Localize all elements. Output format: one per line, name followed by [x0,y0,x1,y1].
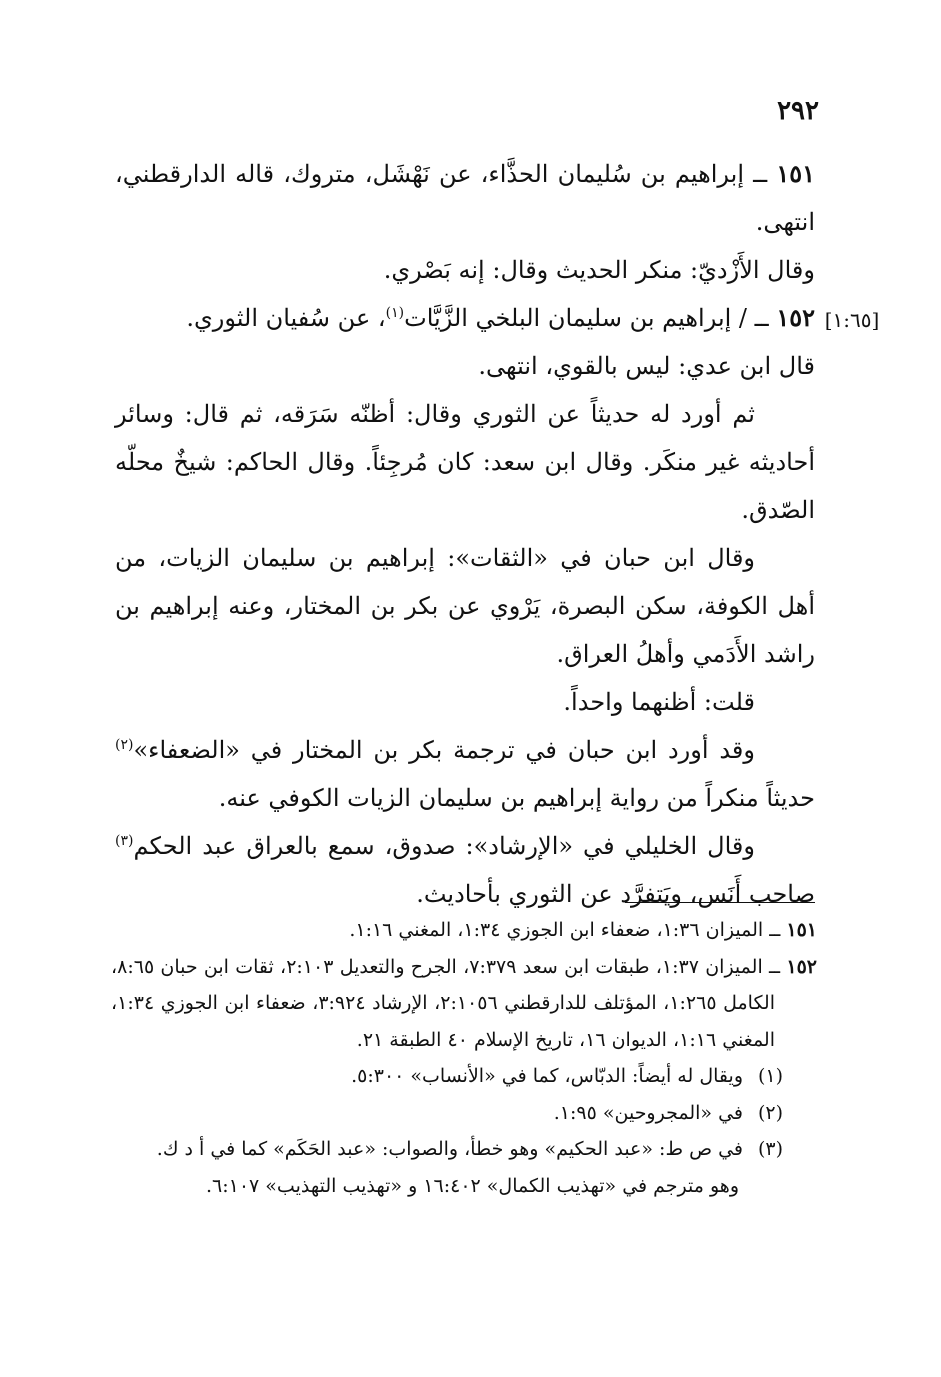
entry-paragraph: ١٥١ ــ إبراهيم بن سُليمان الحذَّاء، عن نَهْشَل، متروك، قاله الدارقطني، انتهى. [115,159,815,236]
entry-number: ١٥١ [776,159,815,188]
entry-paragraph: ١٥٢ ــ / إبراهيم بن سليمان البلخي الزَّيَّات$^{(١)}$، عن سُفيان الثوري. [186,303,815,332]
footnote-ref: (٣) [115,833,134,849]
footnote-divider [625,902,815,903]
footnote-ref: (١) [385,305,405,321]
footnote: (٢)في «المجروحين» ١:٩٥. [553,1101,783,1124]
paragraph: وقال ابن حبان في «الثقات»: إبراهيم بن سليمان الزيات، من أهل الكوفة، سكن البصرة، يَرْوي عن بكر بن المختار، وعنه إبراهيم بن راشد الأَدَمي وأهلُ العراق. [115,544,815,668]
footnote: (١)ويقال له أيضاً: الدبّاس، كما في «الأنساب» ٥:٣٠٠. [351,1065,783,1087]
entry-number: ١٥٢ [776,303,815,332]
footnotes-section [111,912,817,1204]
paragraph: وقال الخليلي في «الإرشاد»: صدوق، سمع بالعراق عبد الحكم$^{(٣)}$ صاحب أَنَس، ويَتفرَّد عن الثوري بأحاديث. [115,832,815,908]
paragraph: قلت: أظنهما واحداً. [563,688,755,716]
paragraph: قال ابن عدي: ليس بالقوي، انتهى. [478,352,815,380]
footnote-ref: (٢) [115,737,134,753]
paragraph: ثم أورد له حديثاً عن الثوري وقال: أظنّه سَرَقه، ثم قال: وسائر أحاديثه غير منكَر. وقال ابن سعد: كان مُرجِئاً. وقال الحاكم: شيخٌ محلّه الصّدق. [115,400,815,524]
source-entry: ١٥٢ ــ الميزان ١:٣٧، طبقات ابن سعد ٧:٣٧٩، الجرح والتعديل ٢:١٠٣، ثقات ابن حبان ٨:٦٥، الكامل ١:٢٦٥، المؤتلف للدارقطني ٢:١٠٥٦، الإرشاد ٣:٩٢٤، ضعفاء ابن الجوزي ١:٣٤، المغني ١:١٦، الديوان ١٦، تاريخ الإسلام ٤٠ الطبقة ٢١. [111,955,818,1051]
paragraph: وقد أورد ابن حبان في ترجمة بكر بن المختار في «الضعفاء»$^{(٢)}$ حديثاً منكراً من رواية إبراهيم بن سليمان الزيات الكوفي عنه. [115,736,815,812]
margin-reference: [١:٦٥] [824,308,880,332]
footnote: (٣)في ص ط: «عبد الحكيم» وهو خطأ، والصواب: «عبد الحَكَم» كما في أ د ك. وهو مترجم في «تهذيب الكمال» ١٦:٤٠٢ و «تهذيب التهذيب» ٦:١٠٧. [156,1138,783,1197]
source-entry: ١٥١ ــ الميزان ١:٣٦، ضعفاء ابن الجوزي ١:٣٤، المغني ١:١٦. [349,919,817,941]
paragraph: وقال الأَزْديّ: منكر الحديث وقال: إنه بَصْري. [383,256,815,284]
main-text [115,150,815,918]
page-number: ٢٩٢ [777,96,819,126]
